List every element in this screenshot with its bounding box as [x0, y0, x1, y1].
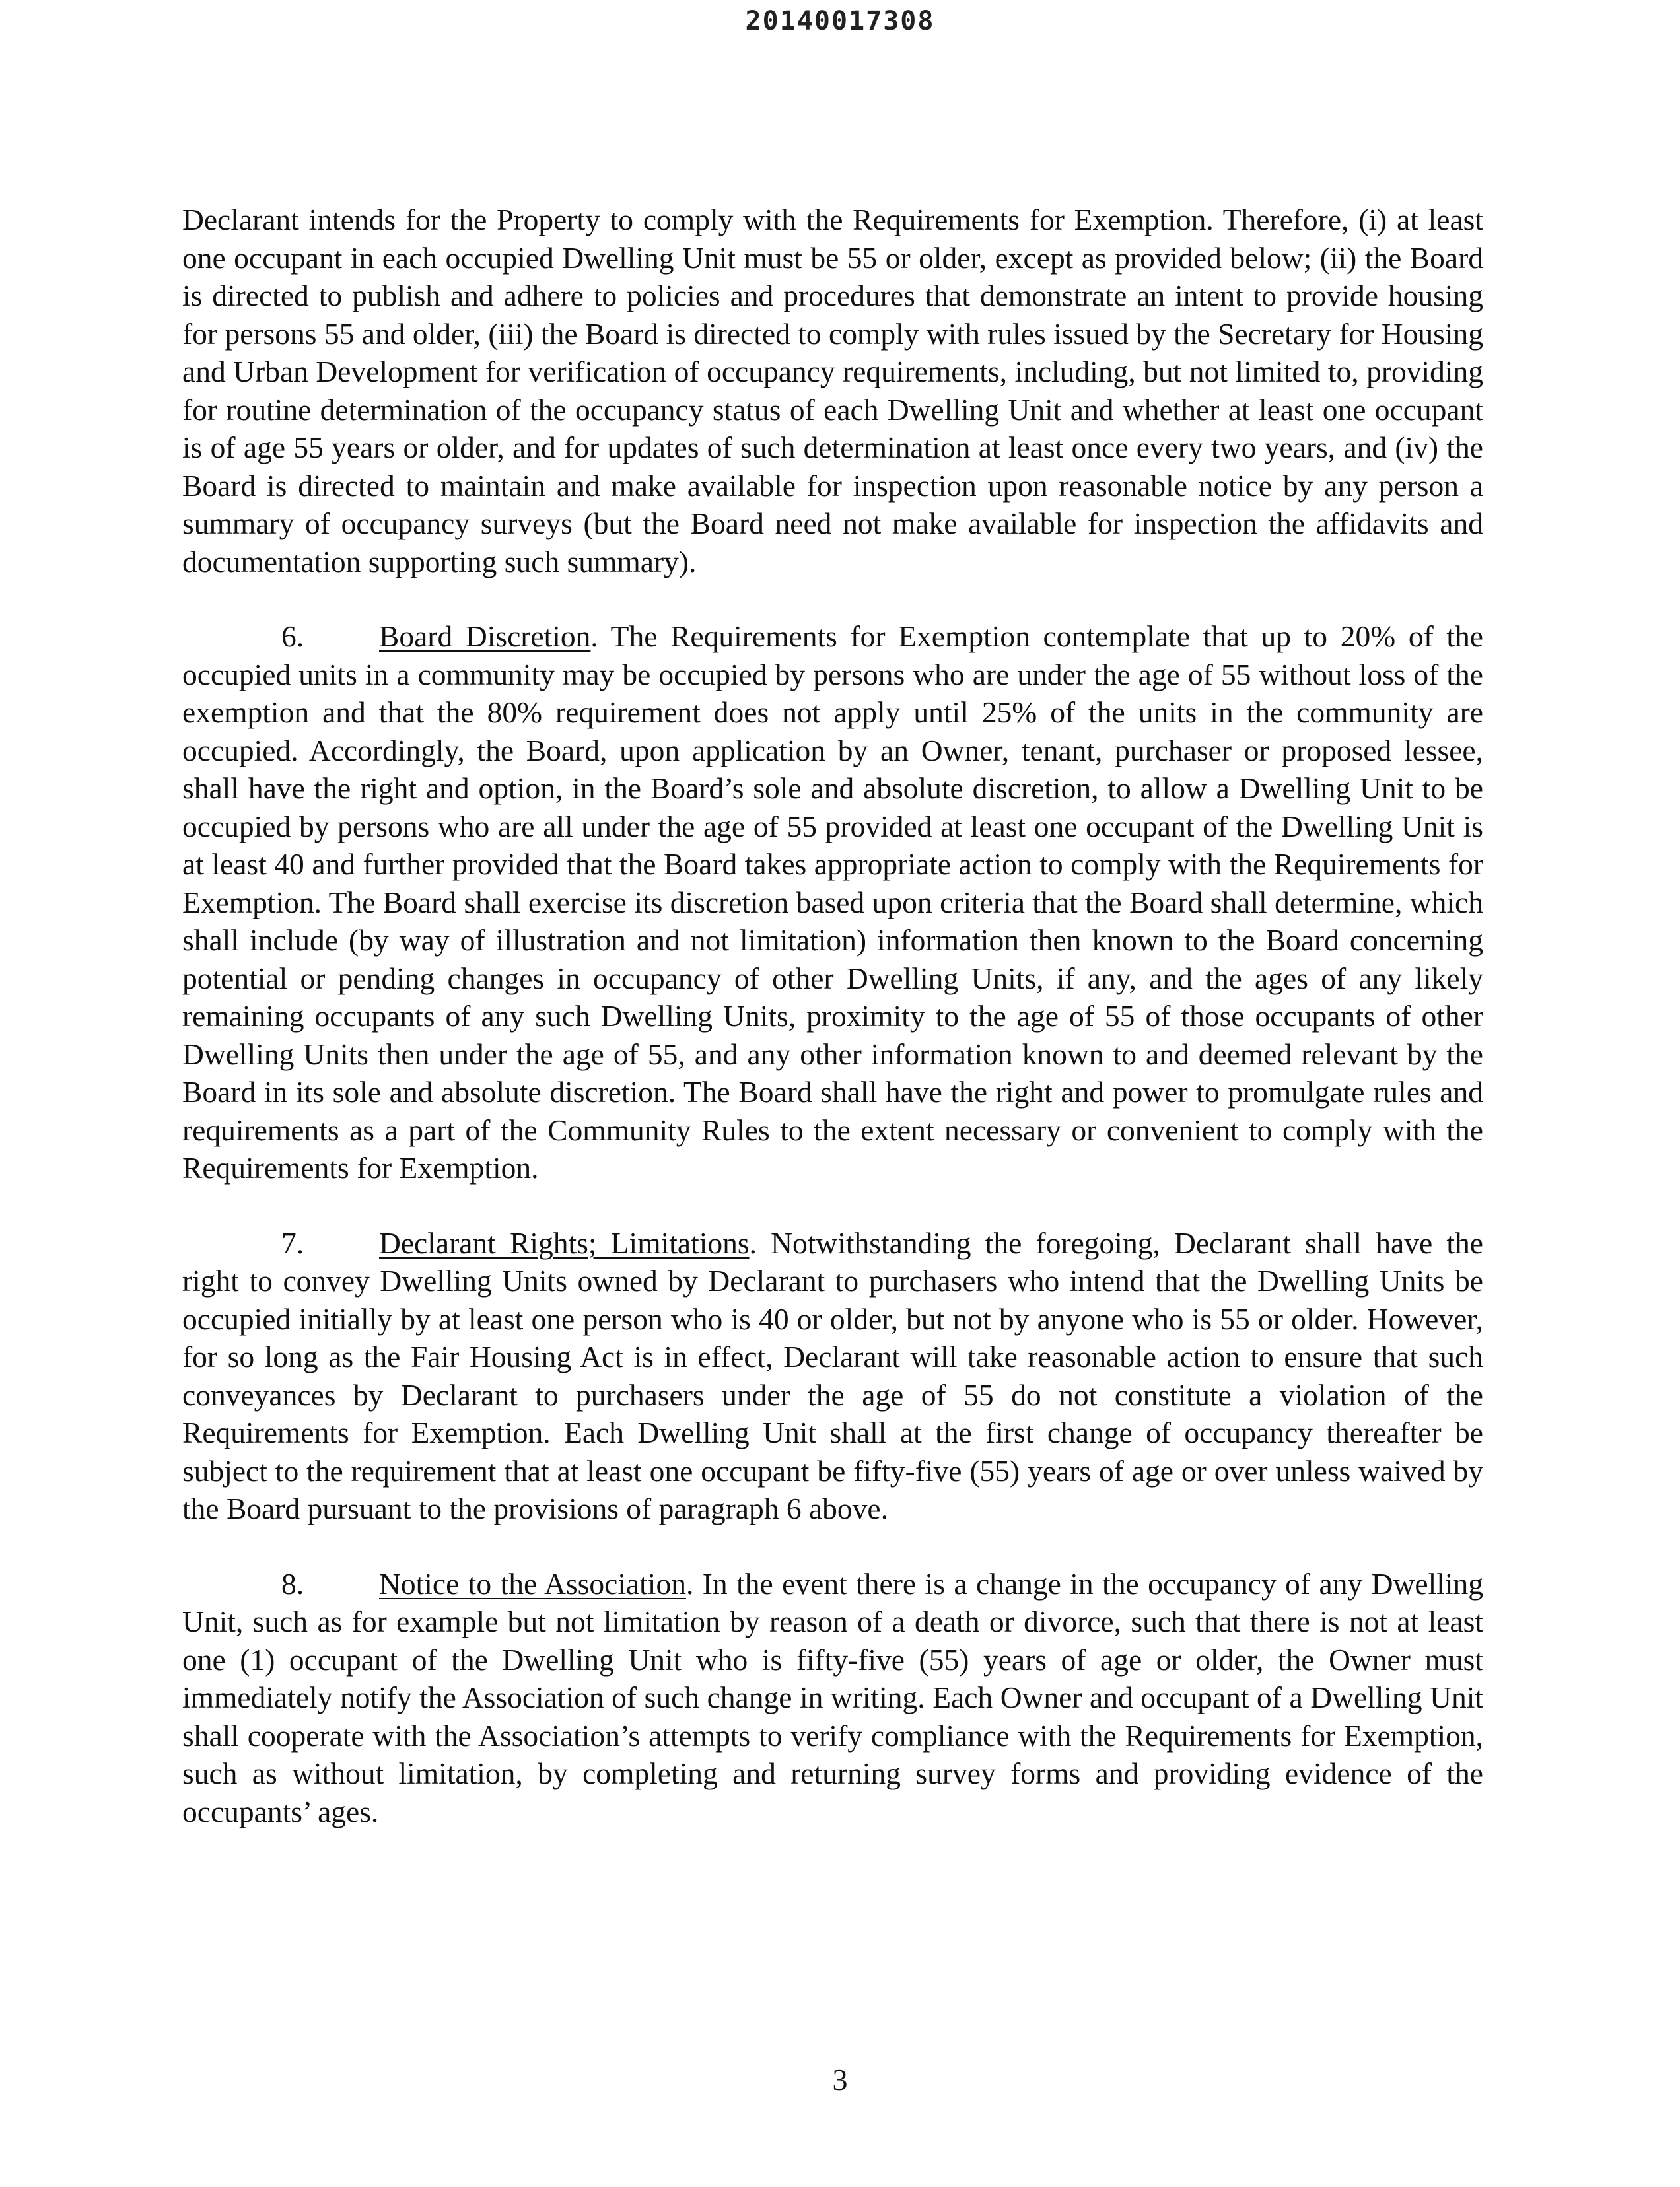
paragraph-8-text: . In the event there is a change in the occupancy of any Dwelling Unit, such as for example but not limitation by reason of a death or divorce, such that there is not at least one (1) occupant of the Dwelling Unit who is fifty-five (55) years of age or older, the Owner must immediately notify the Association of such change in writing. Each Owner and occupant of a Dwelling Unit shall cooperate with the Association’s attempts to verify compliance with the Requirements for Exemption, such as without limitation, by completing and returning survey forms and providing evidence of the occupants’ ages.: [182, 1566, 1483, 1828]
paragraph-intro: [182, 201, 1483, 580]
paragraph-7-number: 7.: [281, 1226, 304, 1260]
document-number: 20140017308: [745, 6, 935, 36]
document-body: [182, 201, 1483, 1830]
paragraph-8-heading: Notice to the Association: [379, 1566, 686, 1601]
paragraph-6-heading: Board Discretion: [379, 619, 591, 653]
paragraph-8-notice-to-association: [182, 1565, 1483, 1831]
paragraph-6-number: 6.: [281, 619, 304, 653]
paragraph-intro-text: Declarant intends for the Property to comply with the Requirements for Exemption. Therefore, (i) at least one occupant in each occupied Dwelling Unit must be 55 or older, except as provided below; (ii) the Board is directed to publish and adhere to policies and procedures that demonstrate an intent to provide housing for persons 55 and older, (iii) the Board is directed to comply with rules issued by the Secretary for Housing and Urban Development for verification of occupancy requirements, including, but not limited to, providing for routine determination of the occupancy status of each Dwelling Unit and whether at least one occupant is of age 55 years or older, and for updates of such determination at least once every two years, and (iv) the Board is directed to maintain and make available for inspection upon reasonable notice by any person a summary of occupancy surveys (but the Board need not make available for inspection the affidavits and documentation supporting such summary).: [182, 203, 1483, 578]
paragraph-8-number: 8.: [281, 1566, 304, 1601]
page-number: 3: [832, 2063, 848, 2097]
paragraph-6-board-discretion: [182, 617, 1483, 1187]
paragraph-6-text: . The Requirements for Exemption contemplate that up to 20% of the occupied units in a community may be occupied by persons who are under the age of 55 without loss of the exemption and that the 80% requirement does not apply until 25% of the units in the community are occupied. Accordingly, the Board, upon application by an Owner, tenant, purchaser or proposed lessee, shall have the right and option, in the Board’s sole and absolute discretion, to allow a Dwelling Unit to be occupied by persons who are all under the age of 55 provided at least one occupant of the Dwelling Unit is at least 40 and further provided that the Board takes appropriate action to comply with the Requirements for Exemption. The Board shall exercise its discretion based upon criteria that the Board shall determine, which shall include (by way of illustration and not limitation) information then known to the Board concerning potential or pending changes in occupancy of other Dwelling Units, if any, and the ages of any likely remaining occupants of any such Dwelling Units, proximity to the age of 55 of those occupants of other Dwelling Units then under the age of 55, and any other information known to and deemed relevant by the Board in its sole and absolute discretion. The Board shall have the right and power to promulgate rules and requirements as a part of the Community Rules to the extent necessary or convenient to comply with the Requirements for Exemption.: [182, 619, 1483, 1185]
paragraph-7-heading: Declarant Rights; Limitations: [379, 1226, 750, 1260]
paragraph-7-declarant-rights: [182, 1224, 1483, 1528]
paragraph-7-text: . Notwithstanding the foregoing, Declarant shall have the right to convey Dwelling Units owned by Declarant to purchasers who intend that the Dwelling Units be occupied initially by at least one person who is 40 or older, but not by anyone who is 55 or older. However, for so long as the Fair Housing Act is in effect, Declarant will take reasonable action to ensure that such conveyances by Declarant to purchasers under the age of 55 do not constitute a violation of the Requirements for Exemption. Each Dwelling Unit shall at the first change of occupancy thereafter be subject to the requirement that at least one occupant be fifty-five (55) years of age or over unless waived by the Board pursuant to the provisions of paragraph 6 above.: [182, 1226, 1483, 1525]
